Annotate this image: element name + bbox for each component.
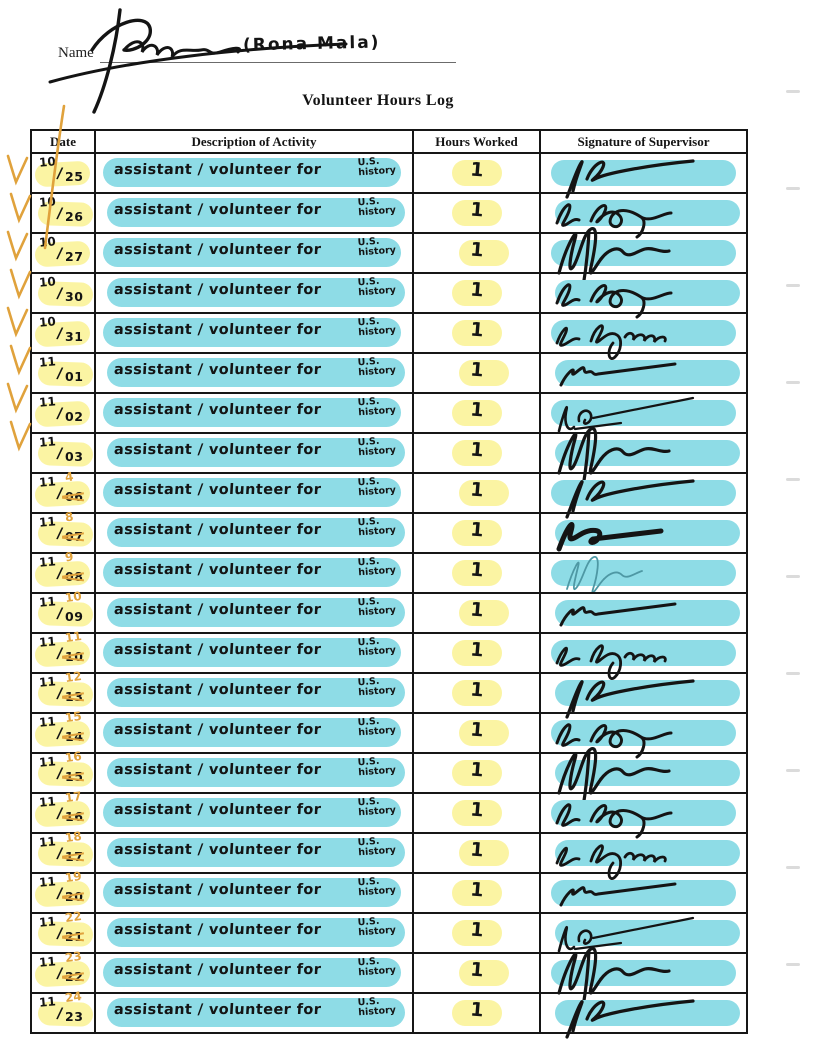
topic-line1: U.S. — [357, 915, 381, 929]
name-label: Name — [58, 45, 94, 61]
hours-cell — [414, 474, 541, 512]
date-correction: 9 — [64, 549, 75, 565]
description-cell — [96, 674, 414, 712]
description-text: assistant / volunteer for — [113, 242, 322, 258]
description-text: assistant / volunteer for — [113, 962, 322, 978]
description-topic — [358, 476, 397, 499]
description-cell — [96, 634, 414, 672]
description-topic — [358, 356, 397, 379]
description-text: assistant / volunteer for — [113, 762, 322, 778]
date-month: 11 — [38, 994, 57, 1010]
hours-value: 1 — [468, 678, 485, 702]
date-slash: / — [55, 443, 64, 463]
date-day: 30 — [65, 289, 84, 304]
margin-dash — [786, 575, 800, 578]
date-slash: / — [55, 363, 64, 383]
date-correction: 15 — [64, 708, 83, 726]
topic-line2: history — [358, 164, 397, 179]
topic-line2: history — [358, 724, 397, 739]
topic-line2: history — [358, 764, 397, 779]
hours-cell — [414, 274, 541, 312]
date-month: 11 — [38, 794, 57, 810]
topic-line1: U.S. — [357, 355, 381, 369]
description-text: assistant / volunteer for — [113, 362, 322, 378]
date-month: 10 — [38, 274, 57, 290]
date-slash: / — [55, 203, 64, 223]
orange-checkmark-icon — [8, 308, 27, 334]
hours-cell — [414, 834, 541, 872]
hours-cell — [414, 874, 541, 912]
hours-cell — [414, 514, 541, 552]
description-topic — [358, 716, 397, 739]
orange-checkmark-icon — [11, 422, 30, 448]
date-cell — [32, 588, 96, 632]
date-cell — [32, 234, 96, 272]
date-month: 11 — [38, 754, 57, 770]
date-correction: 23 — [64, 948, 83, 966]
description-cell — [96, 194, 414, 232]
date-cell — [32, 194, 96, 232]
date-day: 23 — [65, 1009, 84, 1024]
topic-line1: U.S. — [357, 515, 381, 529]
topic-line2: history — [358, 804, 397, 819]
date-day: 01 — [65, 369, 84, 384]
topic-line1: U.S. — [357, 395, 381, 409]
topic-line2: history — [358, 644, 397, 659]
topic-line1: U.S. — [357, 555, 381, 569]
date-month: 10 — [38, 154, 57, 170]
description-topic — [358, 516, 397, 539]
description-topic — [358, 916, 397, 939]
description-cell — [96, 554, 414, 592]
hours-cell — [414, 234, 541, 272]
date-slash: / — [55, 963, 64, 983]
date-cell — [32, 948, 96, 992]
date-correction: 12 — [64, 668, 83, 686]
description-text: assistant / volunteer for — [113, 562, 322, 578]
topic-line1: U.S. — [357, 235, 381, 249]
date-cell — [32, 668, 96, 712]
date-cell — [32, 314, 96, 352]
date-month: 11 — [38, 434, 57, 450]
topic-line1: U.S. — [357, 595, 381, 609]
date-slash: / — [55, 843, 64, 863]
header-signature: Signature of Supervisor — [577, 134, 710, 149]
date-day: 25 — [65, 169, 84, 184]
date-slash: / — [55, 723, 64, 743]
name-underline — [100, 62, 456, 63]
topic-line2: history — [358, 364, 397, 379]
date-slash: / — [55, 923, 64, 943]
topic-line2: history — [358, 524, 397, 539]
description-cell — [96, 394, 414, 432]
date-slash: / — [55, 163, 64, 183]
topic-line1: U.S. — [357, 955, 381, 969]
topic-line1: U.S. — [357, 795, 381, 809]
date-correction: 4 — [64, 469, 75, 485]
description-topic — [358, 756, 397, 779]
hours-cell — [414, 354, 541, 392]
date-month: 11 — [38, 714, 57, 730]
description-text: assistant / volunteer for — [113, 722, 322, 738]
hours-value: 1 — [468, 238, 485, 262]
description-cell — [96, 794, 414, 832]
date-month: 11 — [38, 914, 57, 930]
date-month: 11 — [38, 674, 57, 690]
hours-value: 1 — [468, 478, 485, 502]
hours-cell — [414, 994, 541, 1032]
hours-cell — [414, 634, 541, 672]
hours-value: 1 — [468, 958, 485, 982]
date-slash: / — [55, 803, 64, 823]
description-topic — [358, 636, 397, 659]
description-topic — [358, 556, 397, 579]
description-topic — [358, 436, 397, 459]
hours-cell — [414, 434, 541, 472]
date-slash: / — [55, 483, 64, 503]
table-row — [32, 988, 746, 1032]
date-cell — [32, 908, 96, 952]
description-topic — [358, 316, 397, 339]
date-month: 11 — [38, 394, 57, 410]
date-day: 08 — [65, 569, 84, 584]
margin-dash — [786, 866, 800, 869]
orange-checkmark-icon — [8, 232, 27, 258]
description-cell — [96, 874, 414, 912]
topic-line2: history — [358, 884, 397, 899]
hours-value: 1 — [468, 158, 485, 182]
hours-value: 1 — [468, 318, 485, 342]
description-cell — [96, 474, 414, 512]
topic-line2: history — [358, 844, 397, 859]
description-topic — [358, 836, 397, 859]
header-hours: Hours Worked — [414, 131, 541, 152]
date-cell — [32, 788, 96, 832]
margin-dash — [786, 478, 800, 481]
hours-value: 1 — [468, 998, 485, 1022]
hours-value: 1 — [468, 358, 485, 382]
hours-cell — [414, 594, 541, 632]
date-month: 11 — [38, 554, 57, 570]
hours-cell — [414, 714, 541, 752]
orange-checkmark-icon — [8, 384, 27, 410]
topic-line1: U.S. — [357, 835, 381, 849]
date-month: 10 — [38, 234, 57, 250]
description-topic — [358, 996, 397, 1019]
date-day: 22 — [65, 969, 84, 984]
hours-value: 1 — [468, 518, 485, 542]
margin-dash — [786, 672, 800, 675]
date-correction: 17 — [64, 788, 83, 806]
date-month: 11 — [38, 834, 57, 850]
hours-value: 1 — [468, 798, 485, 822]
orange-checkmark-icon — [11, 270, 30, 296]
hours-cell — [414, 914, 541, 952]
topic-line2: history — [358, 924, 397, 939]
description-text: assistant / volunteer for — [113, 402, 322, 418]
description-text: assistant / volunteer for — [113, 602, 322, 618]
topic-line1: U.S. — [357, 755, 381, 769]
date-day: 21 — [65, 929, 84, 944]
topic-line1: U.S. — [357, 635, 381, 649]
margin-dash — [786, 90, 800, 93]
date-slash: / — [55, 243, 64, 263]
hours-value: 1 — [468, 758, 485, 782]
hours-cell — [414, 794, 541, 832]
date-slash: / — [55, 683, 64, 703]
hours-value: 1 — [468, 638, 485, 662]
hours-cell — [414, 314, 541, 352]
description-cell — [96, 354, 414, 392]
date-month: 11 — [38, 594, 57, 610]
date-day: 07 — [65, 529, 84, 544]
date-correction: 11 — [64, 628, 83, 646]
date-slash: / — [55, 283, 64, 303]
date-correction: 10 — [64, 588, 83, 606]
date-slash: / — [55, 883, 64, 903]
description-cell — [96, 914, 414, 952]
description-text: assistant / volunteer for — [113, 202, 322, 218]
date-slash: / — [55, 643, 64, 663]
date-month: 11 — [38, 954, 57, 970]
date-cell — [32, 354, 96, 392]
hours-cell — [414, 154, 541, 192]
description-text: assistant / volunteer for — [113, 642, 322, 658]
date-cell — [32, 509, 96, 552]
date-correction: 16 — [64, 748, 83, 766]
hours-value: 1 — [468, 918, 485, 942]
date-correction: 22 — [64, 908, 83, 926]
topic-line2: history — [358, 564, 397, 579]
hours-value: 1 — [468, 438, 485, 462]
description-cell — [96, 714, 414, 752]
topic-line1: U.S. — [357, 475, 381, 489]
date-cell — [32, 469, 96, 512]
topic-line2: history — [358, 964, 397, 979]
date-slash: / — [55, 563, 64, 583]
description-text: assistant / volunteer for — [113, 482, 322, 498]
date-cell — [32, 628, 96, 672]
description-topic — [358, 196, 397, 219]
topic-line2: history — [358, 1004, 397, 1019]
date-day: 20 — [65, 889, 84, 904]
date-month: 11 — [38, 874, 57, 890]
hours-cell — [414, 194, 541, 232]
description-topic — [358, 236, 397, 259]
topic-line2: history — [358, 204, 397, 219]
date-correction: 19 — [64, 868, 83, 886]
description-topic — [358, 396, 397, 419]
description-text: assistant / volunteer for — [113, 522, 322, 538]
topic-line1: U.S. — [357, 155, 381, 169]
date-day: 13 — [65, 689, 84, 704]
description-text: assistant / volunteer for — [113, 282, 322, 298]
date-slash: / — [55, 763, 64, 783]
description-text: assistant / volunteer for — [113, 162, 322, 178]
hours-cell — [414, 754, 541, 792]
margin-dash — [786, 381, 800, 384]
description-text: assistant / volunteer for — [113, 442, 322, 458]
description-cell — [96, 594, 414, 632]
topic-line2: history — [358, 604, 397, 619]
description-text: assistant / volunteer for — [113, 882, 322, 898]
date-slash: / — [55, 403, 64, 423]
date-cell — [32, 434, 96, 472]
hours-value: 1 — [468, 718, 485, 742]
description-cell — [96, 514, 414, 552]
description-topic — [358, 596, 397, 619]
date-month: 11 — [38, 514, 57, 530]
date-month: 11 — [38, 474, 57, 490]
header-date: Date — [32, 131, 96, 152]
date-cell — [32, 154, 96, 192]
date-slash: / — [55, 603, 64, 623]
date-day: 26 — [65, 209, 84, 224]
description-cell — [96, 954, 414, 992]
volunteer-hours-table — [30, 129, 748, 1034]
hours-value: 1 — [468, 558, 485, 582]
hours-value: 1 — [468, 598, 485, 622]
topic-line1: U.S. — [357, 195, 381, 209]
topic-line2: history — [358, 284, 397, 299]
date-day: 27 — [65, 249, 84, 264]
date-month: 11 — [38, 634, 57, 650]
date-day: 09 — [65, 609, 84, 624]
description-cell — [96, 434, 414, 472]
description-cell — [96, 234, 414, 272]
description-topic — [358, 876, 397, 899]
margin-dash — [786, 284, 800, 287]
date-day: 16 — [65, 809, 84, 824]
description-text: assistant / volunteer for — [113, 322, 322, 338]
date-cell — [32, 274, 96, 312]
description-topic — [358, 796, 397, 819]
date-month: 11 — [38, 354, 57, 370]
hours-value: 1 — [468, 398, 485, 422]
hours-value: 1 — [468, 878, 485, 902]
orange-checkmark-icon — [8, 156, 27, 182]
orange-checkmark-icon — [11, 194, 30, 220]
orange-checkmark-icon — [11, 346, 30, 372]
hours-cell — [414, 954, 541, 992]
description-text: assistant / volunteer for — [113, 842, 322, 858]
topic-line1: U.S. — [357, 315, 381, 329]
date-cell — [32, 549, 96, 592]
date-day: 06 — [65, 489, 84, 504]
topic-line2: history — [358, 324, 397, 339]
date-correction: 18 — [64, 828, 83, 846]
date-day: 03 — [65, 449, 84, 464]
printed-name: (Rona Mala) — [242, 32, 381, 56]
date-slash: / — [55, 323, 64, 343]
margin-dash — [786, 963, 800, 966]
hours-cell — [414, 674, 541, 712]
date-day: 14 — [65, 729, 84, 744]
hours-cell — [414, 554, 541, 592]
topic-line2: history — [358, 404, 397, 419]
date-correction: 8 — [64, 509, 75, 525]
topic-line1: U.S. — [357, 715, 381, 729]
topic-line1: U.S. — [357, 275, 381, 289]
margin-dash — [786, 187, 800, 190]
margin-dash — [786, 769, 800, 772]
description-cell — [96, 754, 414, 792]
hours-value: 1 — [468, 278, 485, 302]
topic-line2: history — [358, 444, 397, 459]
description-cell — [96, 154, 414, 192]
description-text: assistant / volunteer for — [113, 802, 322, 818]
date-cell — [32, 708, 96, 752]
date-day: 17 — [65, 849, 84, 864]
description-cell — [96, 834, 414, 872]
date-slash: / — [55, 1003, 64, 1023]
date-day: 15 — [65, 769, 84, 784]
topic-line2: history — [358, 484, 397, 499]
hours-cell — [414, 394, 541, 432]
description-text: assistant / volunteer for — [113, 1002, 322, 1018]
table-rows — [32, 152, 746, 1032]
header-description: Description of Activity — [96, 131, 414, 152]
description-topic — [358, 676, 397, 699]
date-day: 31 — [65, 329, 84, 344]
supervisor-signature-f-ces — [543, 985, 743, 1041]
date-day: 02 — [65, 409, 84, 424]
description-topic — [358, 956, 397, 979]
date-day: 10 — [65, 649, 84, 664]
date-cell — [32, 394, 96, 432]
date-cell — [32, 868, 96, 912]
date-month: 10 — [38, 194, 57, 210]
topic-line1: U.S. — [357, 875, 381, 889]
topic-line2: history — [358, 244, 397, 259]
topic-line1: U.S. — [357, 435, 381, 449]
description-text: assistant / volunteer for — [113, 922, 322, 938]
hours-value: 1 — [468, 198, 485, 222]
signature-cell — [541, 994, 746, 1032]
topic-line2: history — [358, 684, 397, 699]
date-correction: 24 — [64, 988, 83, 1006]
description-topic — [358, 156, 397, 179]
date-cell — [32, 988, 96, 1032]
date-cell — [32, 748, 96, 792]
description-cell — [96, 314, 414, 352]
description-cell — [96, 994, 414, 1032]
description-cell — [96, 274, 414, 312]
date-slash: / — [55, 523, 64, 543]
description-text: assistant / volunteer for — [113, 682, 322, 698]
description-topic — [358, 276, 397, 299]
topic-line1: U.S. — [357, 995, 381, 1009]
page-title: Volunteer Hours Log — [302, 92, 454, 109]
topic-line1: U.S. — [357, 675, 381, 689]
hours-value: 1 — [468, 838, 485, 862]
date-cell — [32, 828, 96, 872]
date-month: 10 — [38, 314, 57, 330]
